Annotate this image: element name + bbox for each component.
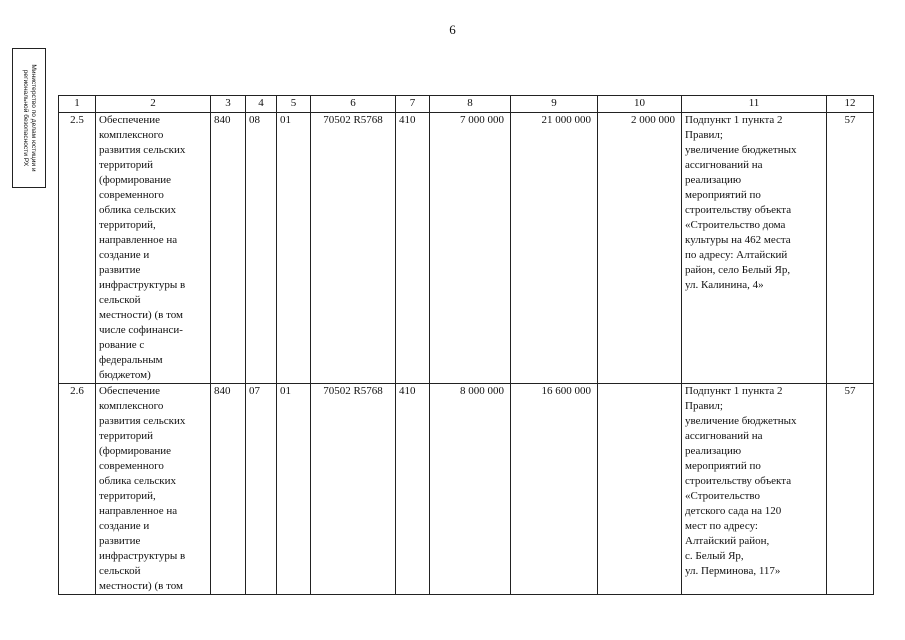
budget-table <box>58 95 874 595</box>
column-header: 1 <box>59 96 96 113</box>
row-number: 2.6 <box>59 384 96 595</box>
cell-code-12: 57 <box>827 384 874 595</box>
column-header: 7 <box>396 96 430 113</box>
column-header: 11 <box>682 96 827 113</box>
column-header: 12 <box>827 96 874 113</box>
column-header: 4 <box>246 96 277 113</box>
cell-code-7: 410 <box>396 384 430 595</box>
cell-amount-9: 21 000 000 <box>511 113 598 384</box>
column-header: 10 <box>598 96 682 113</box>
cell-code-6: 70502 R5768 <box>311 384 396 595</box>
registration-stamp <box>12 48 46 188</box>
cell-code-4: 07 <box>246 384 277 595</box>
cell-code-3: 840 <box>211 384 246 595</box>
stamp-text: Министерство по делам юстиции и региональной безопасности РХ <box>22 64 37 172</box>
cell-basis: Подпункт 1 пункта 2 Правил; увеличение бюджетных ассигнований на реализацию мероприятий по строительству объекта «Строительство детского сада на 120 мест по адресу: Алтайский район, с. Белый Яр, ул. Перминова, 117» <box>682 384 827 595</box>
page-number: 6 <box>449 22 456 37</box>
cell-code-4: 08 <box>246 113 277 384</box>
cell-amount-10 <box>598 384 682 595</box>
column-header: 6 <box>311 96 396 113</box>
column-header: 5 <box>277 96 311 113</box>
cell-basis: Подпункт 1 пункта 2 Правил; увеличение бюджетных ассигнований на реализацию мероприятий по строительству объекта «Строительство дома культуры на 462 места по адресу: Алтайский район, село Белый Яр, ул. Калинина, 4» <box>682 113 827 384</box>
cell-amount-10: 2 000 000 <box>598 113 682 384</box>
cell-amount-9: 16 600 000 <box>511 384 598 595</box>
cell-amount-8: 7 000 000 <box>430 113 511 384</box>
row-description: Обеспечение комплексного развития сельских территорий (формирование современного облика сельских территорий, направленное на создание и развитие инфраструктуры в сельской местности) (в том <box>96 384 211 595</box>
column-header: 2 <box>96 96 211 113</box>
cell-code-5: 01 <box>277 384 311 595</box>
column-header: 8 <box>430 96 511 113</box>
cell-code-7: 410 <box>396 113 430 384</box>
table-row <box>59 113 874 384</box>
table-row <box>59 384 874 595</box>
cell-code-3: 840 <box>211 113 246 384</box>
cell-code-5: 01 <box>277 113 311 384</box>
header-row <box>59 96 874 113</box>
cell-code-12: 57 <box>827 113 874 384</box>
column-header: 3 <box>211 96 246 113</box>
row-number: 2.5 <box>59 113 96 384</box>
cell-amount-8: 8 000 000 <box>430 384 511 595</box>
cell-code-6: 70502 R5768 <box>311 113 396 384</box>
column-header: 9 <box>511 96 598 113</box>
row-description: Обеспечение комплексного развития сельских территорий (формирование современного облика сельских территорий, направленное на создание и развитие инфраструктуры в сельской местности) (в том числе софинанси- рование с федеральным бюджетом) <box>96 113 211 384</box>
